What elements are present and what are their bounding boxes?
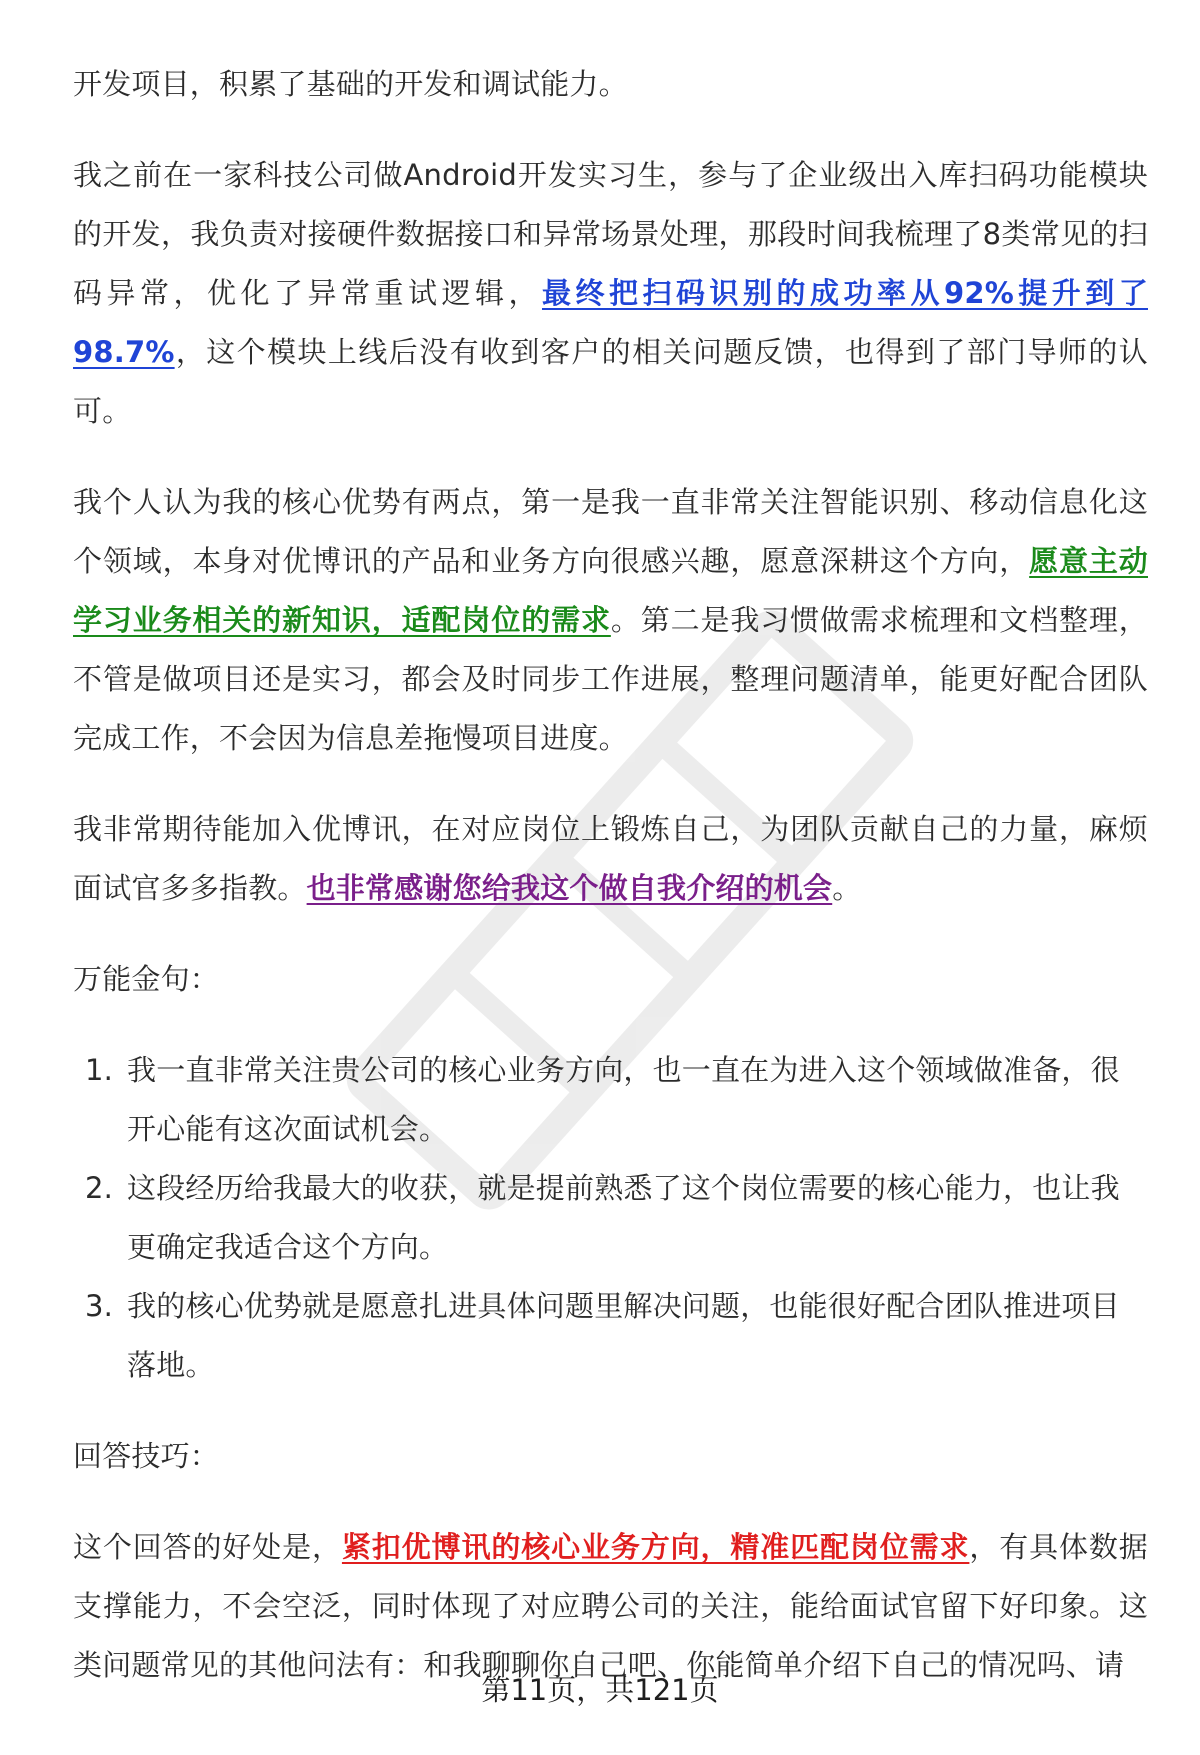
paragraph-text: 我非常期待能加入优博讯，在对应岗位上锻炼自己，为团队贡献自己的力量，麻烦面试官多多指教。 [73,812,1148,905]
list-number: 3. [85,1289,114,1323]
paragraph-internship [73,146,1148,441]
highlight-business-match: 紧扣优博讯的核心业务方向，精准匹配岗位需求 [341,1530,970,1564]
paragraph-intro-tail [73,55,1148,114]
list-number: 2. [85,1171,114,1205]
list-number: 1. [85,1053,114,1087]
golden-sentences-list [73,1041,1148,1395]
paragraph-text: 我之前在一家科技公司做Android开发实习生，参与了企业级出入库扫码功能模块的开发，我负责对接硬件数据接口和异常场景处理，那段时间我梳理了8类常见的扫码异常，优化了异常重试逻辑， [73,158,1148,310]
highlight-success-rate: 最终把扫码识别的成功率从92%提升到了98.7% [73,276,1148,369]
paragraph-text: ，有具体数据支撑能力，不会空泛，同时体现了对应聘公司的关注，能给面试官留下好印象。这类问题常见的其他问法有：和我聊聊你自己吧、你能简单介绍下自己的情况吗、请 [73,1530,1149,1682]
page-number: 第11页，共121页 [481,1673,719,1707]
answer-tips-heading: 回答技巧： [73,1439,220,1473]
list-item-text: 这段经历给我最大的收获，就是提前熟悉了这个岗位需要的核心能力，也让我更确定我适合这个方向。 [127,1171,1120,1264]
paragraph-closing [73,800,1148,918]
highlight-thanks: 也非常感谢您给我这个做自我介绍的机会 [306,871,833,905]
list-item [73,1041,1148,1159]
list-item [73,1277,1148,1395]
list-item-text: 我一直非常关注贵公司的核心业务方向，也一直在为进入这个领域做准备，很开心能有这次面试机会。 [127,1053,1120,1146]
list-item-text: 我的核心优势就是愿意扎进具体问题里解决问题，也能很好配合团队推进项目落地。 [127,1289,1120,1382]
document-body [73,55,1148,1727]
paragraph-text: 我个人认为我的核心优势有两点，第一是我一直非常关注智能识别、移动信息化这个领域，本身对优博讯的产品和业务方向很感兴趣，愿意深耕这个方向， [73,485,1148,578]
paragraph-core-strengths [73,473,1148,768]
paragraph-text: 这个回答的好处是， [73,1530,342,1564]
golden-sentences-heading: 万能金句： [73,962,220,996]
paragraph-text: 。第二是我习惯做需求梳理和文档整理，不管是做项目还是实习，都会及时同步工作进展，整理问题清单，能更好配合团队完成工作，不会因为信息差拖慢项目进度。 [73,603,1148,755]
highlight-learning: 愿意主动学习业务相关的新知识，适配岗位的需求 [73,544,1148,637]
paragraph-text: 开发项目，积累了基础的开发和调试能力。 [73,67,628,101]
list-item [73,1159,1148,1277]
paragraph-text: ，这个模块上线后没有收到客户的相关问题反馈，也得到了部门导师的认可。 [73,335,1148,428]
paragraph-text: 。 [832,871,862,905]
